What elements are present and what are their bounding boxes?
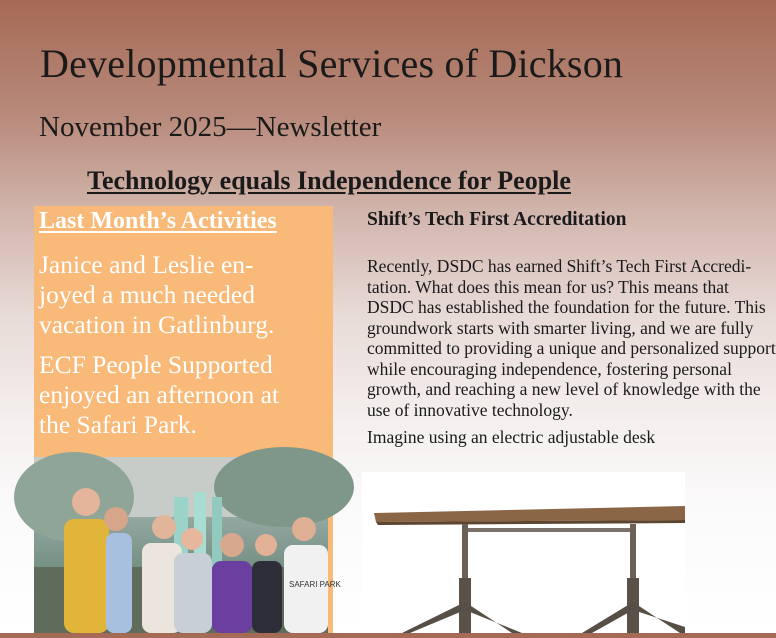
activity-line: enjoyed an afternoon at	[39, 380, 280, 409]
group-photo	[34, 457, 341, 633]
sidebar-title: Last Month’s Activities	[39, 208, 277, 234]
activity-line: vacation in Gatlinburg.	[39, 310, 275, 339]
paragraph-line: tation. What does this mean for us? This means that	[367, 276, 729, 297]
article-paragraph-1	[367, 256, 776, 420]
desk-illustration	[362, 472, 685, 633]
paragraph-line: use of innovative technology.	[367, 399, 573, 420]
paragraph-line: while encouraging independence, fostering personal	[367, 358, 732, 379]
article-title: Shift’s Tech First Accreditation	[367, 209, 627, 230]
standing-desk-image	[362, 472, 685, 633]
paragraph-line: committed to providing a unique and personalized support	[367, 338, 776, 358]
activity-line: joyed a much needed	[39, 280, 255, 309]
group-photo-illustration	[34, 457, 341, 633]
activity-line: Janice and Leslie en-	[39, 250, 254, 279]
paragraph-line: DSDC has established the foundation for the future. This	[367, 297, 766, 317]
shirt-text: SAFARI PARK	[289, 580, 341, 589]
activity-line: ECF People Supported	[39, 350, 273, 379]
org-name: Developmental Services of Dickson	[40, 41, 624, 86]
article-paragraph-2: Imagine using an electric adjustable desk	[367, 427, 656, 447]
activity-item-gatlinburg	[39, 250, 331, 340]
headline: Technology equals Independence for People	[87, 166, 571, 195]
paragraph-line: groundwork starts with smarter living, and we are fully	[367, 317, 754, 338]
paragraph-line: Recently, DSDC has earned Shift’s Tech First Accredi-	[367, 256, 752, 276]
issue-title: November 2025—Newsletter	[39, 111, 382, 143]
activity-line: the Safari Park.	[39, 410, 197, 439]
paragraph-line: growth, and reaching a new level of knowledge with the	[367, 379, 761, 399]
activity-item-safari	[39, 350, 331, 440]
